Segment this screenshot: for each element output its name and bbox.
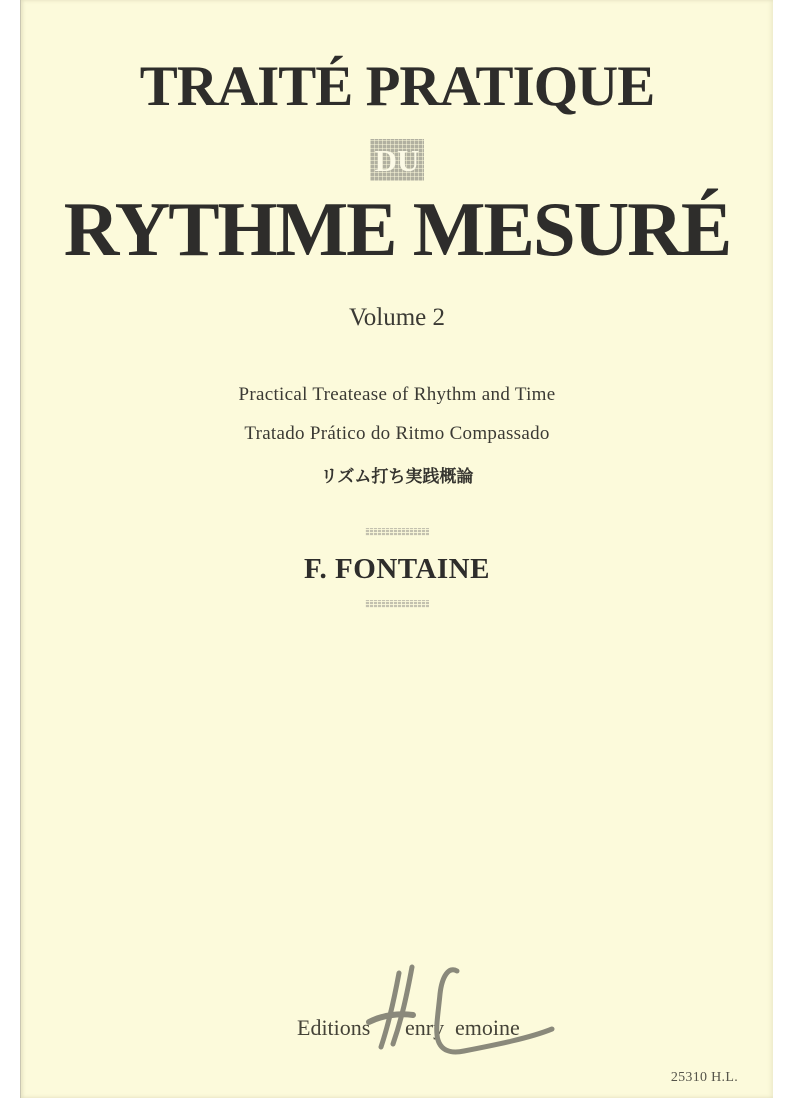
publisher-henry-rest: enry [405,1015,445,1040]
subtitle-japanese: リズム打ち実践概論 [320,467,474,487]
du-badge-label: DU [374,142,420,178]
subtitle-portuguese: Tratado Prático do Ritmo Compassado [244,423,550,444]
publisher-logo [289,960,589,1058]
ornament-rule-bottom [365,600,429,608]
book-cover [20,0,773,1098]
plate-number: 25310 H.L. [670,1070,738,1085]
subtitle-english: Practical Treatease of Rhythm and Time [238,384,556,405]
author-name: F. FONTAINE [304,553,490,585]
ornament-rule-top [365,528,429,536]
volume-label: Volume 2 [348,304,446,331]
publisher-lemoine-rest: emoine [455,1015,520,1040]
du-badge [370,139,424,181]
publisher-prefix: Editions [297,1015,371,1040]
title-line-1: TRAITÉ PRATIQUE [139,55,655,118]
title-line-2: RYTHME MESURÉ [63,186,731,272]
